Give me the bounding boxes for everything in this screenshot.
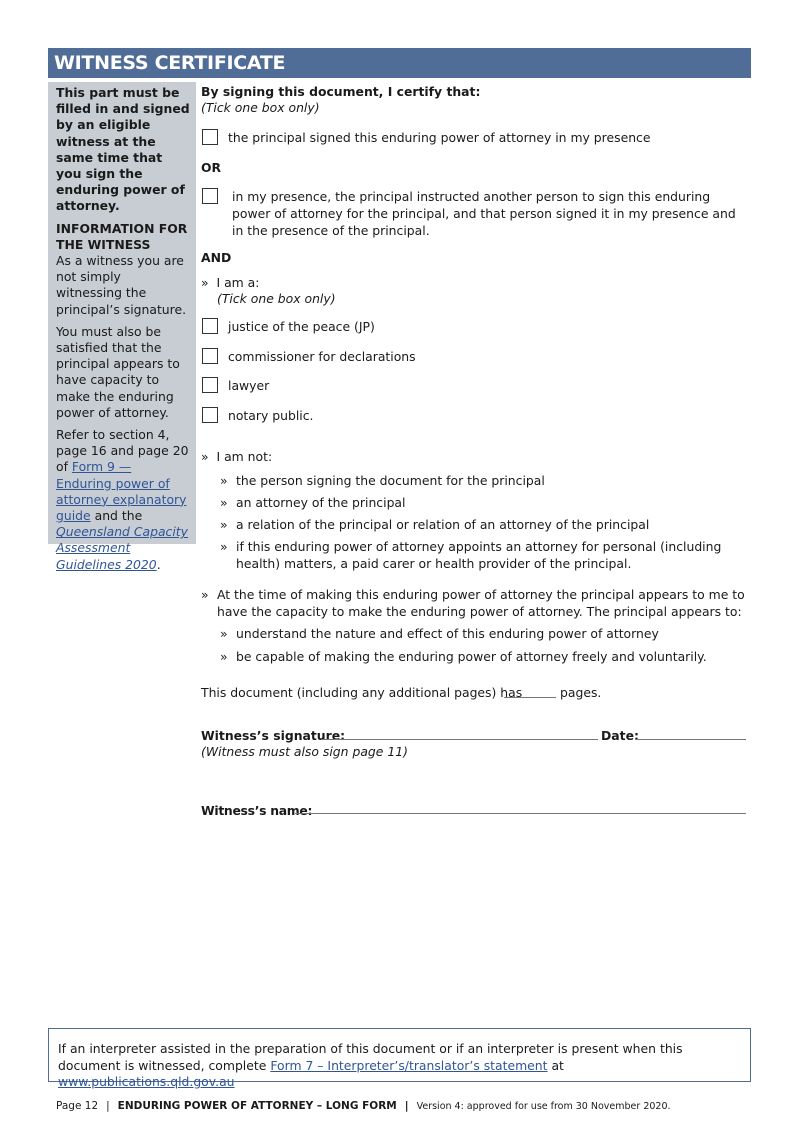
bullet-marker: » bbox=[220, 626, 228, 641]
sidebar-para-1: As a witness you are not simply witnessing the principal’s signature. bbox=[56, 253, 187, 317]
bullet-marker: » bbox=[220, 649, 228, 664]
pages-post-text: pages. bbox=[560, 685, 602, 700]
i-am-not-item-text: a relation of the principal or relation of an attorney of the principal bbox=[236, 517, 650, 532]
interpreter-at: at bbox=[551, 1057, 564, 1073]
publications-url-link[interactable]: www.publications.qld.gov.au bbox=[58, 1074, 235, 1089]
footer-separator: | bbox=[404, 1100, 409, 1112]
checkbox-jp[interactable] bbox=[202, 318, 218, 334]
certify-heading: By signing this document, I certify that: bbox=[201, 84, 481, 99]
sidebar-intro: This part must be filled in and signed by an eligible witness at the same time that you sign the enduring power of attorney. bbox=[56, 85, 190, 214]
i-am-not-item bbox=[220, 495, 405, 510]
i-am-marker: » bbox=[201, 275, 209, 290]
checkbox-lawyer[interactable] bbox=[202, 377, 218, 393]
capacity-item bbox=[220, 649, 707, 664]
checkbox-instructed-other[interactable] bbox=[202, 188, 218, 204]
i-am-not-item-text: the person signing the document for the principal bbox=[236, 473, 545, 488]
bullet-marker: » bbox=[220, 517, 228, 532]
pages-count-field[interactable] bbox=[504, 697, 556, 698]
witness-signature-label: Witness’s signature: bbox=[201, 728, 346, 743]
option-commissioner: commissioner for declarations bbox=[228, 349, 416, 364]
i-am-not-marker: » bbox=[201, 449, 209, 464]
capacity-item-text: be capable of making the enduring power of attorney freely and voluntarily. bbox=[236, 649, 707, 664]
option-signed-in-presence: the principal signed this enduring power of attorney in my presence bbox=[228, 130, 651, 145]
interpreter-note bbox=[58, 1041, 738, 1091]
bullet-marker: » bbox=[201, 587, 209, 602]
date-label: Date: bbox=[601, 728, 639, 743]
i-am-not-label bbox=[201, 449, 272, 464]
bullet-marker: » bbox=[220, 539, 228, 554]
checkbox-commissioner[interactable] bbox=[202, 348, 218, 364]
sidebar-info-panel bbox=[48, 82, 196, 572]
capacity-item-text: understand the nature and effect of this enduring power of attorney bbox=[236, 626, 659, 641]
date-field[interactable] bbox=[635, 739, 746, 740]
footer-separator: | bbox=[106, 1100, 110, 1112]
capacity-item bbox=[220, 626, 659, 641]
checkbox-signed-in-presence[interactable] bbox=[202, 129, 218, 145]
form9-guide-link[interactable]: Form 9 — Enduring power of attorney explanatory guide bbox=[56, 459, 187, 524]
certify-tick-note: (Tick one box only) bbox=[201, 100, 320, 115]
sidebar-refer bbox=[56, 427, 190, 573]
sidebar-para-2: You must also be satisfied that the principal appears to have capacity to make the enduring power of attorney. bbox=[56, 323, 180, 420]
sidebar-refer-end: . bbox=[156, 556, 161, 572]
section-title: WITNESS CERTIFICATE bbox=[54, 52, 286, 74]
sidebar-refer-pre: Refer to section 4, page 16 and page 20 of bbox=[56, 427, 189, 475]
or-label: OR bbox=[201, 160, 222, 175]
section-header bbox=[48, 48, 751, 78]
sidebar-refer-mid: and the bbox=[94, 508, 143, 524]
option-lawyer: lawyer bbox=[228, 378, 270, 393]
form7-link[interactable]: Form 7 – Interpreter’s/translator’s statement bbox=[270, 1057, 548, 1073]
capacity-guidelines-link[interactable]: Queensland Capacity Assessment Guidelines 2020 bbox=[56, 524, 189, 572]
page-footer bbox=[56, 1100, 671, 1112]
i-am-not-item bbox=[220, 473, 545, 488]
interpreter-text: If an interpreter assisted in the preparation of this document or if an interpreter is present when this document is witnessed, complete bbox=[58, 1041, 683, 1073]
bullet-marker: » bbox=[220, 495, 228, 510]
interpreter-note-box bbox=[48, 1028, 751, 1089]
witness-name-field[interactable] bbox=[295, 813, 746, 814]
i-am-not-item bbox=[220, 517, 649, 532]
footer-version: Version 4: approved for use from 30 November 2020. bbox=[416, 1101, 671, 1112]
option-notary: notary public. bbox=[228, 408, 314, 423]
i-am-label bbox=[201, 275, 259, 290]
witness-signature-field[interactable] bbox=[322, 739, 598, 740]
i-am-not-item-text: an attorney of the principal bbox=[236, 495, 406, 510]
checkbox-notary[interactable] bbox=[202, 407, 218, 423]
and-label: AND bbox=[201, 250, 232, 265]
footer-form-title: ENDURING POWER OF ATTORNEY – LONG FORM bbox=[117, 1100, 397, 1112]
i-am-tick-note: (Tick one box only) bbox=[217, 291, 336, 306]
witness-name-label: Witness’s name: bbox=[201, 803, 313, 818]
bullet-marker: » bbox=[220, 473, 228, 488]
i-am-not-item-text: if this enduring power of attorney appoints an attorney for personal (including health) matters, a paid carer or health provider of the principal. bbox=[236, 539, 722, 571]
i-am-text: I am a: bbox=[216, 275, 260, 290]
i-am-not-text: I am not: bbox=[216, 449, 273, 464]
option-instructed-other: in my presence, the principal instructed another person to sign this enduring power of attorney for the principal, and that person signed it in my presence and in the presence of the principal. bbox=[232, 189, 736, 238]
option-jp: justice of the peace (JP) bbox=[228, 319, 375, 334]
capacity-statement: At the time of making this enduring power of attorney the principal appears to me to have the capacity to make the enduring power of attorney. The principal appears to: bbox=[217, 587, 745, 619]
sidebar-info-heading: INFORMATION FOR THE WITNESS bbox=[56, 220, 188, 252]
pages-pre-text: This document (including any additional pages) has bbox=[201, 685, 523, 700]
page-number: Page 12 bbox=[56, 1100, 99, 1112]
witness-sign-note: (Witness must also sign page 11) bbox=[201, 744, 408, 759]
